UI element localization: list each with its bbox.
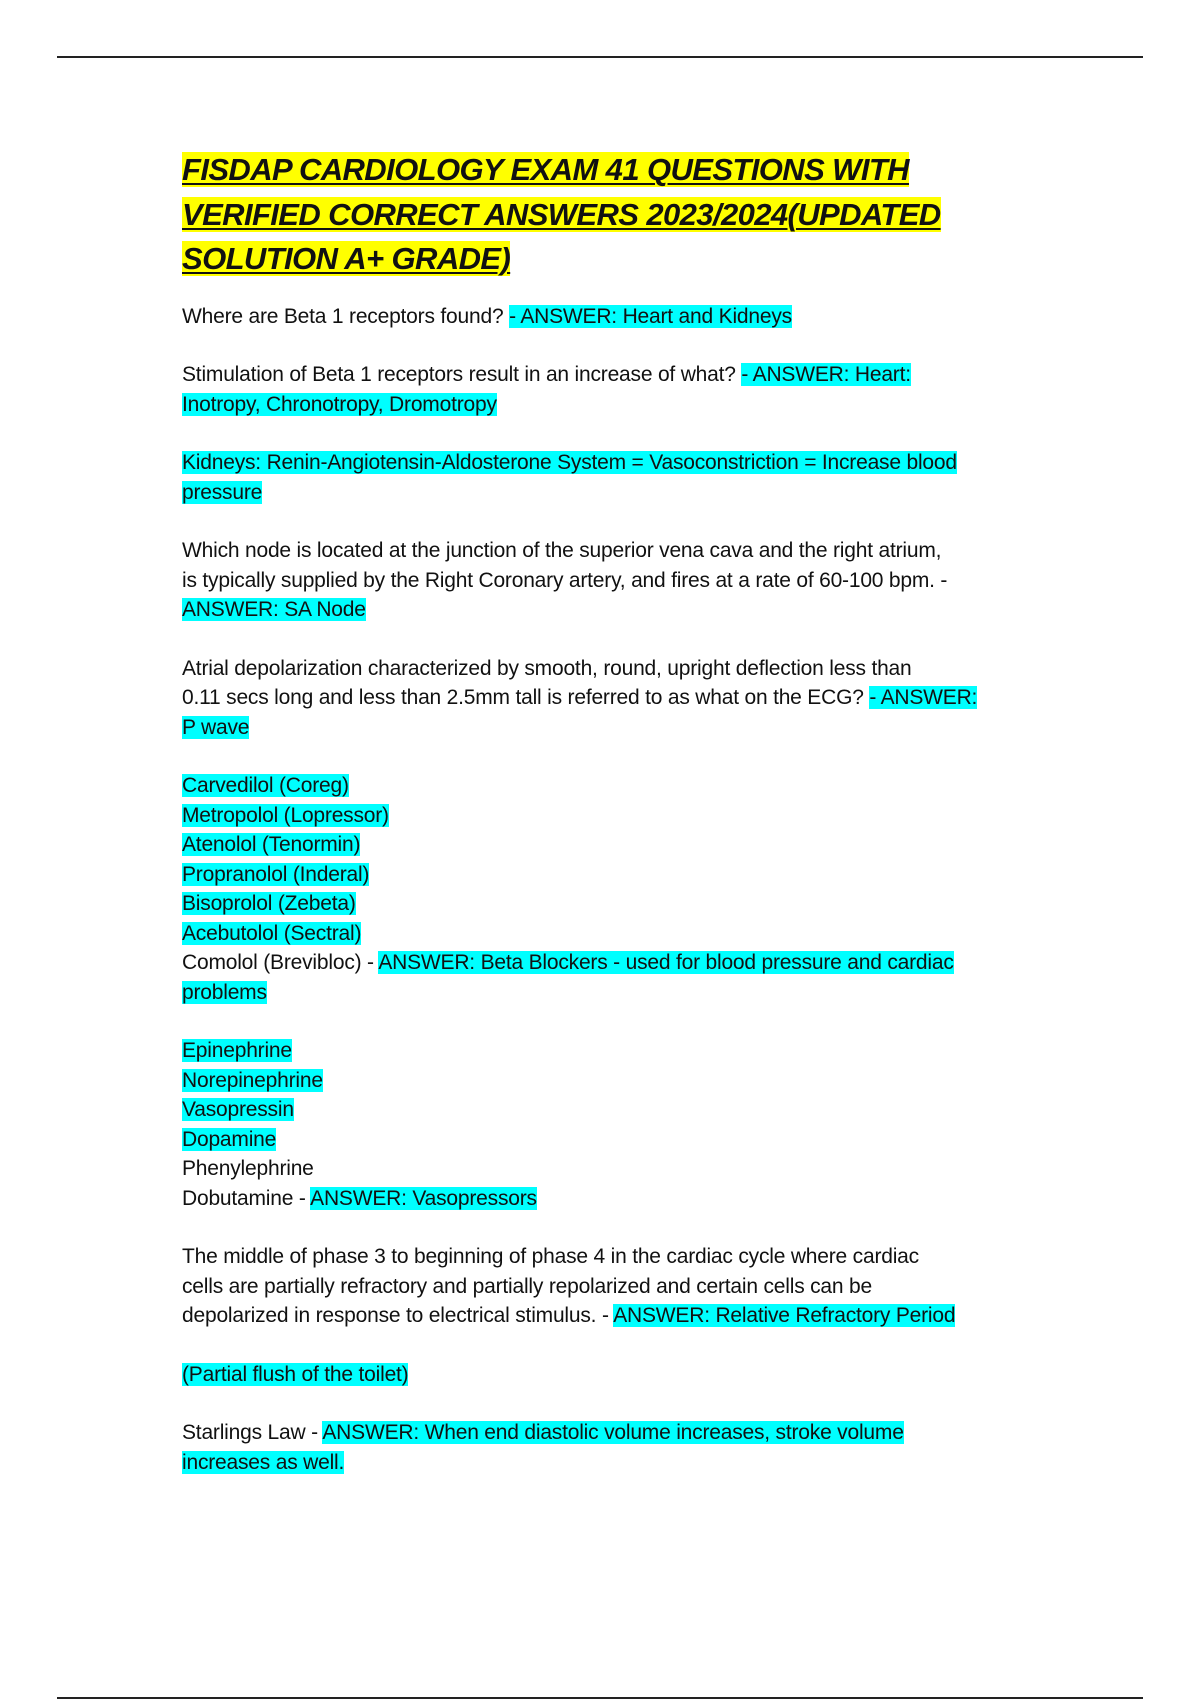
answer-text: - ANSWER: Heart and Kidneys — [509, 304, 792, 328]
question-starlings-law — [182, 1418, 1022, 1477]
answer-text: Inotropy, Chronotropy, Dromotropy — [182, 392, 497, 416]
question-text: Starlings Law - — [182, 1421, 323, 1444]
question-text: cells are partially refractory and partially repolarized and certain cells can be — [182, 1274, 872, 1298]
question-beta-blockers — [182, 771, 1022, 1007]
answer-text: problems — [182, 980, 267, 1004]
question-refractory-period — [182, 1242, 1022, 1331]
question-sa-node — [182, 536, 1022, 625]
list-item: Atenolol (Tenormin) — [182, 833, 361, 856]
answer-text: ANSWER: Vasopressors — [310, 1186, 537, 1210]
question-text: Atrial depolarization characterized by smooth, round, upright deflection less than — [182, 656, 912, 680]
list-item: Dopamine — [182, 1127, 277, 1151]
answer-text: (Partial flush of the toilet) — [182, 1362, 409, 1386]
question-vasopressors — [182, 1036, 1022, 1213]
note-kidneys — [182, 448, 1022, 507]
title-line-2: VERIFIED CORRECT ANSWERS 2023/2024(UPDATED — [182, 196, 941, 232]
answer-text: ANSWER: Relative Refractory Period — [613, 1304, 956, 1327]
answer-text: - ANSWER: — [869, 686, 978, 709]
note-toilet — [182, 1360, 1022, 1390]
bottom-rule — [57, 1697, 1143, 1699]
document-title — [182, 148, 1022, 282]
list-item: Vasopressin — [182, 1098, 294, 1121]
answer-text: ANSWER: When end diastolic volume increases, stroke volume — [322, 1421, 904, 1444]
answer-text: P wave — [182, 715, 250, 739]
answer-text: increases as well. — [182, 1450, 345, 1474]
question-beta1-location — [182, 302, 1022, 332]
answer-text: ANSWER: Beta Blockers - used for blood pressure and cardiac — [378, 951, 954, 974]
question-text: Which node is located at the junction of the superior vena cava and the right atrium, — [182, 539, 942, 562]
list-item: Metropolol (Lopressor) — [182, 803, 389, 827]
list-item: Epinephrine — [182, 1039, 292, 1062]
list-item: Phenylephrine — [182, 1157, 314, 1180]
question-p-wave — [182, 654, 1022, 743]
list-item: Comolol (Brevibloc) - — [182, 951, 379, 974]
answer-text: Kidneys: Renin-Angiotensin-Aldosterone System = Vasoconstriction = Increase blood — [182, 451, 957, 474]
title-line-1: FISDAP CARDIOLOGY EXAM 41 QUESTIONS WITH — [182, 152, 909, 187]
list-item: Carvedilol (Coreg) — [182, 774, 349, 797]
list-item: Bisoprolol (Zebeta) — [182, 892, 356, 915]
list-item: Acebutolol (Sectral) — [182, 921, 362, 945]
question-text: The middle of phase 3 to beginning of phase 4 in the cardiac cycle where cardiac — [182, 1245, 919, 1268]
top-rule — [57, 56, 1143, 58]
list-item: Norepinephrine — [182, 1068, 323, 1092]
list-item: Dobutamine - — [182, 1186, 311, 1210]
list-item: Propranolol (Inderal) — [182, 862, 370, 886]
question-text: 0.11 secs long and less than 2.5mm tall is referred to as what on the ECG? — [182, 686, 870, 709]
answer-text: - ANSWER: Heart: — [741, 363, 911, 386]
title-line-3: SOLUTION A+ GRADE) — [182, 241, 511, 276]
answer-text: ANSWER: SA Node — [182, 598, 366, 621]
answer-text: pressure — [182, 480, 263, 504]
question-text: depolarized in response to electrical stimulus. - — [182, 1304, 614, 1327]
question-text: Where are Beta 1 receptors found? — [182, 304, 510, 328]
question-text: Stimulation of Beta 1 receptors result in an increase of what? — [182, 363, 742, 386]
question-beta1-stimulation — [182, 360, 1022, 419]
document-body — [182, 148, 1022, 1506]
question-text: is typically supplied by the Right Coronary artery, and fires at a rate of 60-100 bpm. - — [182, 568, 948, 592]
